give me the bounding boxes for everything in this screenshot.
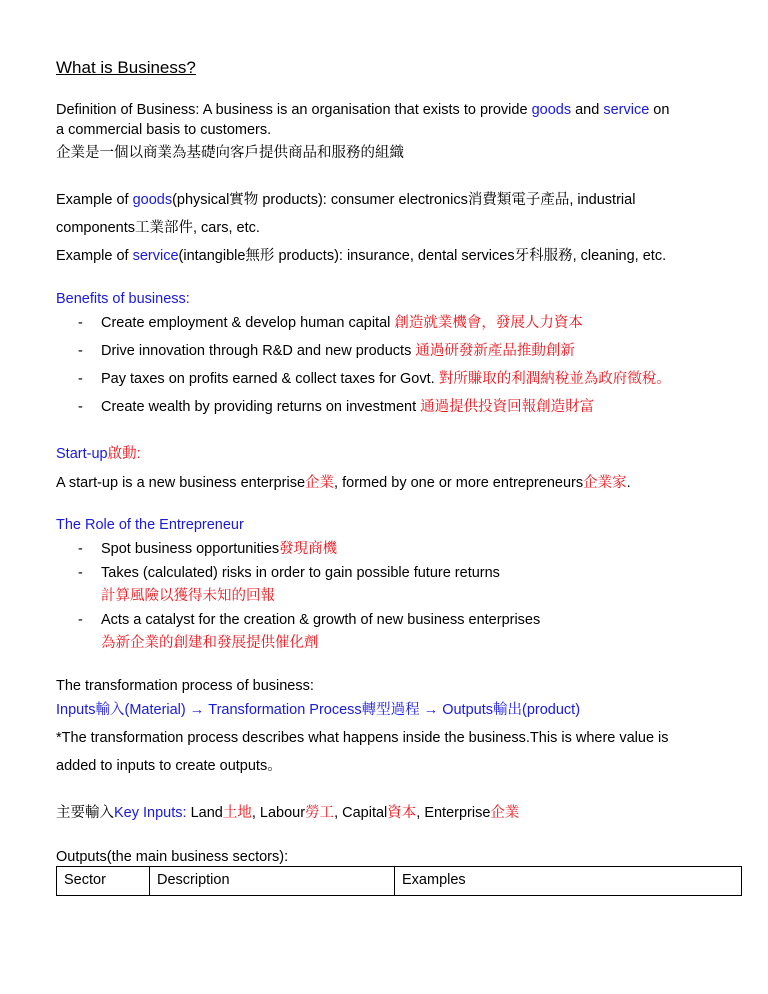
list-marker: - — [78, 343, 83, 359]
role-text: Spot business opportunities — [101, 541, 280, 557]
role-chinese: 發現商機 — [279, 541, 338, 557]
startup-chinese: 企業 — [305, 475, 335, 491]
input-enterprise-zh: 企業 — [490, 805, 520, 821]
goods-term: goods — [132, 192, 173, 208]
input-capital-zh: 資本 — [387, 805, 417, 821]
benefit-chinese: 對所賺取的利潤納稅並為政府徵稅。 — [438, 371, 671, 387]
transformation-flow: Inputs輸入(Material) → Transformation Process轉型過程 → Outputs輸出(product) — [56, 702, 581, 718]
service-term: service — [603, 102, 650, 118]
input-enterprise: , Enterprise — [416, 805, 491, 821]
definition-line2: a commercial basis to customers. — [56, 122, 272, 138]
table-header-row — [57, 867, 742, 896]
goods-example-line2: components工業部件, cars, etc. — [56, 220, 260, 236]
list-marker: - — [78, 371, 83, 387]
key-inputs-zh: 主要輸入 — [56, 805, 114, 821]
transformation-note-line2: added to inputs to create outputs。 — [56, 758, 282, 774]
startup-heading-zh: 啟動: — [107, 446, 141, 462]
startup-heading — [56, 445, 141, 463]
service-example — [56, 247, 666, 265]
definition-line1 — [56, 101, 669, 119]
definition-text: and — [571, 102, 604, 118]
goods-term: goods — [531, 102, 572, 118]
list-marker: - — [78, 315, 83, 331]
startup-text: . — [626, 475, 631, 491]
page-title: What is Business? — [56, 58, 196, 77]
startup-text: A start-up is a new business enterprise — [56, 475, 306, 491]
entrepreneur-heading: The Role of the Entrepreneur — [56, 517, 244, 533]
service-term: service — [132, 248, 179, 264]
role-chinese: 計算風險以獲得未知的回報 — [101, 588, 275, 604]
role-text: Acts a catalyst for the creation & growth of new business enterprises — [101, 612, 541, 628]
key-inputs — [56, 804, 519, 822]
example-text: Example of — [56, 248, 133, 264]
input-land-zh: 土地 — [222, 805, 252, 821]
benefits-heading: Benefits of business: — [56, 291, 190, 307]
definition-text: on — [649, 102, 670, 118]
transformation-heading: The transformation process of business: — [56, 678, 314, 694]
input-capital: , Capital — [334, 805, 388, 821]
input-land: Land — [186, 805, 223, 821]
role-chinese: 為新企業的創建和發展提供催化劑 — [101, 635, 319, 651]
startup-heading-en: Start-up — [56, 446, 108, 462]
input-labour-zh: 勞工 — [305, 805, 335, 821]
benefit-chinese: 通過研發新產品推動創新 — [415, 343, 575, 359]
benefit-text: Create wealth by providing returns on investment — [101, 399, 421, 415]
startup-text: , formed by one or more entrepreneurs — [334, 475, 584, 491]
example-text: (physical實物 products): consumer electronics消費類電子產品, industrial — [172, 192, 636, 208]
role-text: Takes (calculated) risks in order to gain possible future returns — [101, 565, 500, 581]
goods-example-line1 — [56, 191, 635, 209]
outputs-heading: Outputs(the main business sectors): — [56, 849, 289, 865]
benefit-text: Create employment & develop human capital — [101, 315, 395, 331]
column-header-description: Description — [150, 867, 395, 896]
definition-chinese: 企業是一個以商業為基礎向客戶提供商品和服務的組織 — [56, 145, 404, 161]
startup-definition — [56, 474, 631, 492]
startup-chinese: 企業家 — [583, 475, 627, 491]
benefit-text: Pay taxes on profits earned & collect taxes for Govt. — [101, 371, 439, 387]
input-labour: , Labour — [251, 805, 306, 821]
list-marker: - — [78, 399, 83, 415]
benefit-chinese: 創造就業機會，發展人力資本 — [394, 315, 583, 331]
list-marker: - — [78, 541, 83, 557]
column-header-sector: Sector — [57, 867, 150, 896]
example-text: Example of — [56, 192, 133, 208]
list-marker: - — [78, 612, 83, 628]
transformation-note-line1: *The transformation process describes what happens inside the business.This is where value is — [56, 730, 669, 746]
column-header-examples: Examples — [395, 867, 742, 896]
key-inputs-label: Key Inputs: — [114, 805, 187, 821]
definition-text: Definition of Business: A business is an organisation that exists to provide — [56, 102, 532, 118]
sectors-table — [56, 866, 742, 896]
list-marker: - — [78, 565, 83, 581]
example-text: (intangible無形 products): insurance, dental services牙科服務, cleaning, etc. — [178, 248, 667, 264]
benefit-chinese: 通過提供投資回報創造財富 — [420, 399, 595, 415]
benefit-text: Drive innovation through R&D and new products — [101, 343, 416, 359]
